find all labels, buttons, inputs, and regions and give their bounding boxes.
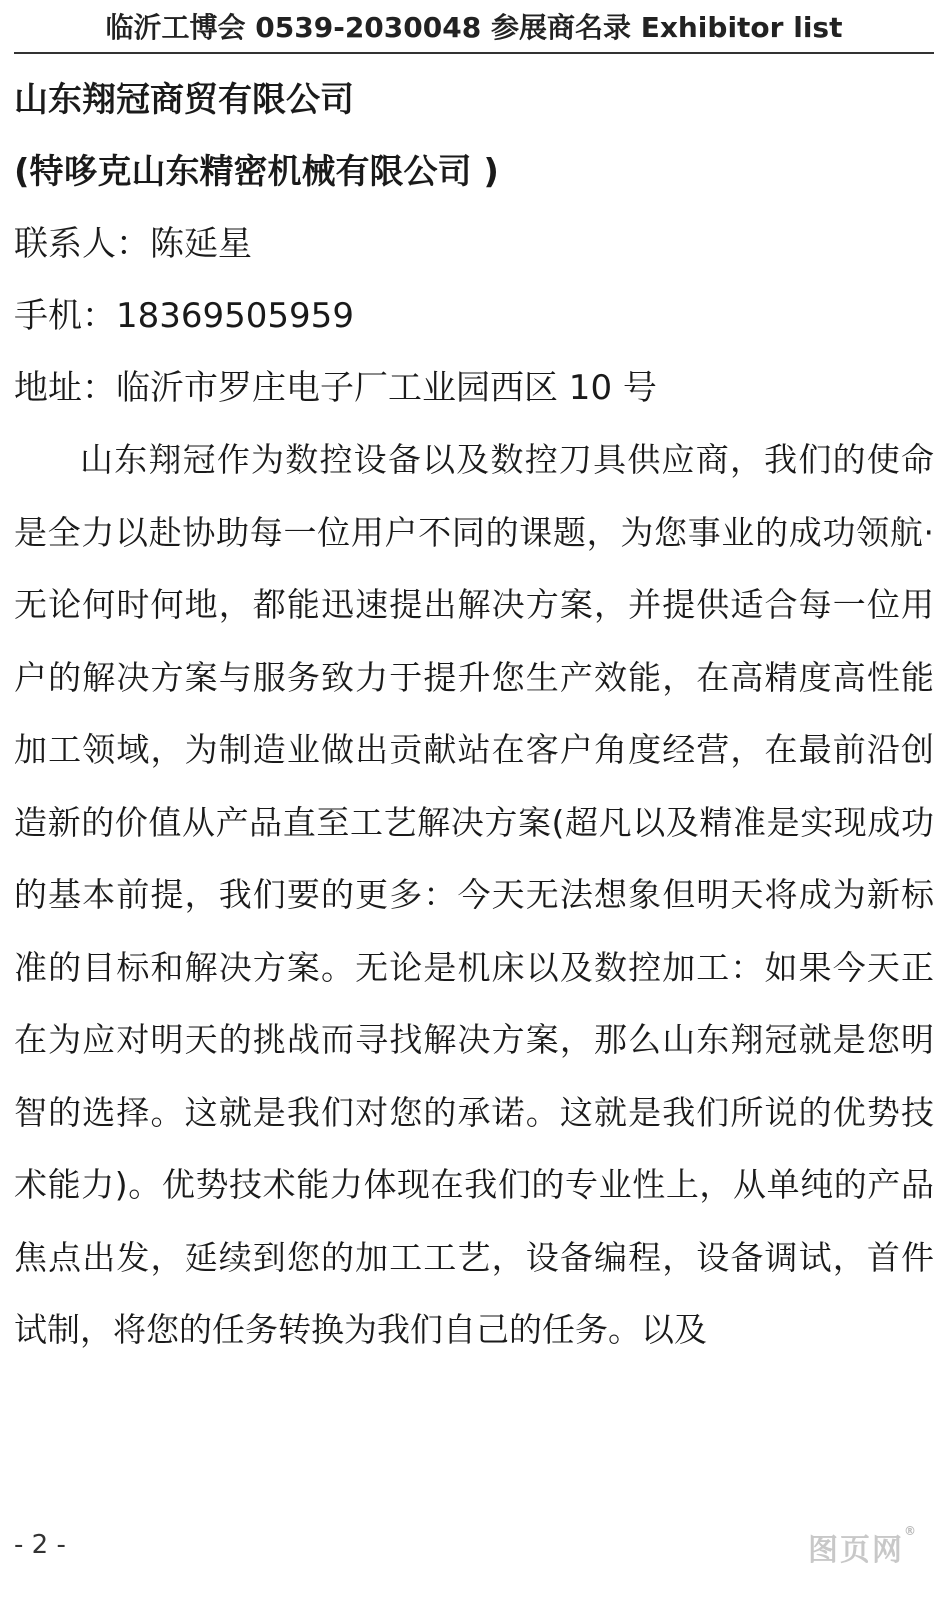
page-header: 临沂工博会 0539-2030048 参展商名录 Exhibitor list [105, 11, 843, 44]
contact-person-value: 陈延星 [150, 224, 252, 264]
phone-label: 手机： [14, 296, 116, 336]
address-label: 地址： [14, 368, 116, 408]
watermark-text: 图页网 [808, 1533, 904, 1568]
contact-person-label: 联系人： [14, 224, 150, 264]
page-number: - 2 - [14, 1530, 66, 1560]
phone-line [14, 280, 934, 352]
site-watermark [808, 1525, 918, 1569]
company-name: 山东翔冠商贸有限公司 [14, 80, 354, 120]
contact-person-line [14, 208, 934, 280]
phone-value: 18369505959 [116, 296, 354, 336]
registered-mark: ® [904, 1524, 918, 1538]
company-alt-name: (特哆克山东精密机械有限公司 ) [14, 152, 499, 192]
address-value: 临沂市罗庄电子厂工业园西区 10 号 [116, 368, 657, 408]
address-line [14, 352, 934, 424]
header-divider [14, 52, 934, 54]
exhibitor-entry [14, 64, 934, 1367]
company-description: 山东翔冠作为数控设备以及数控刀具供应商，我们的使命是全力以赴协助每一位用户不同的课题，为您事业的成功领航·无论何时何地，都能迅速提出解决方案，并提供适合每一位用户的解决方案与服务致力于提升您生产效能，在高精度高性能加工领域，为制造业做出贡献站在客户角度经营，在最前沿创造新的价值从产品直至工艺解决方案(超凡以及精准是实现成功的基本前提，我们要的更多：今天无法想象但明天将成为新标准的目标和解决方案。无论是机床以及数控加工：如果今天正在为应对明天的挑战而寻找解决方案，那么山东翔冠就是您明智的选择。这就是我们对您的承诺。这就是我们所说的优势技术能力)。优势技术能力体现在我们的专业性上，从单纯的产品焦点出发，延续到您的加工工艺，设备编程，设备调试，首件试制，将您的任务转换为我们自己的任务。以及 [14, 440, 934, 1349]
